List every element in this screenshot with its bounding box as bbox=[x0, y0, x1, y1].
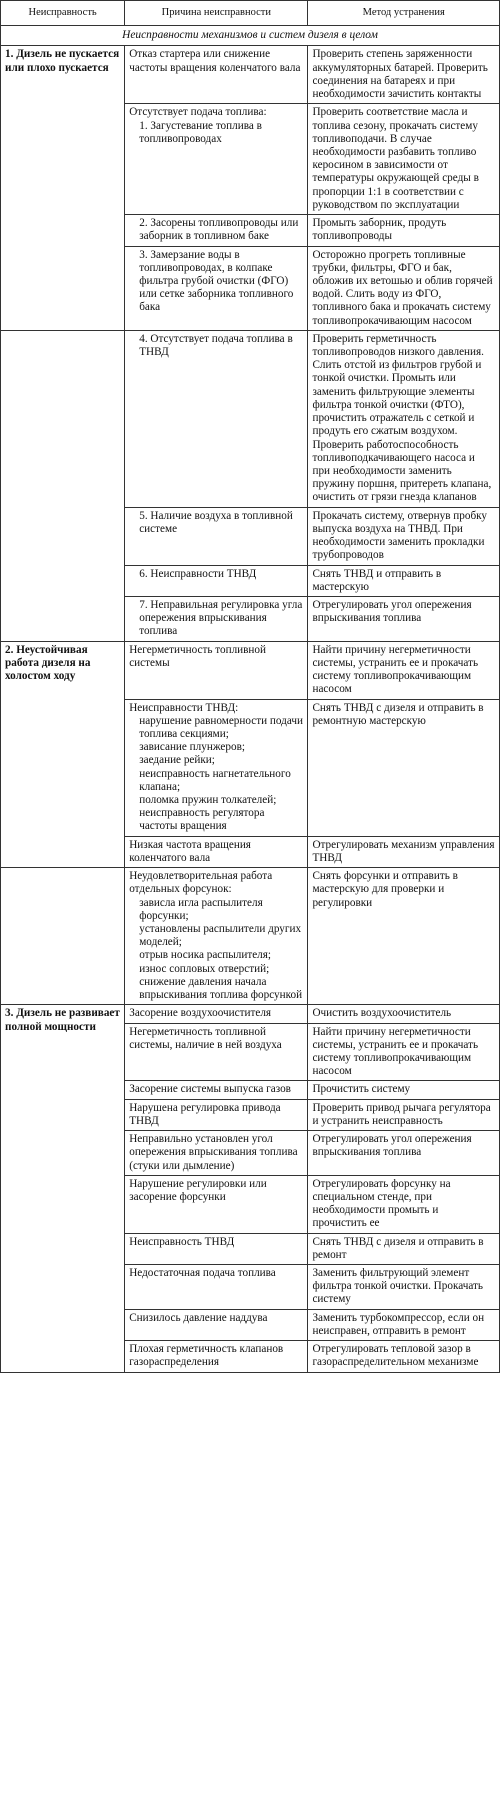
text-line: 4. Отсутствует подача топлива в ТНВД bbox=[139, 332, 293, 359]
text-line: 3. Замерзание воды в топливопроводах, в колпаке фильтра грубой очистки (ФГО) или сетке заборника топливного бака bbox=[139, 248, 294, 314]
cause-cell bbox=[125, 868, 308, 1005]
text-line: Снизилось давление наддува bbox=[129, 1311, 268, 1324]
cause-cell bbox=[125, 596, 308, 641]
fix-cell: Снять ТНВД с дизеля и отправить в ремонт bbox=[308, 1233, 500, 1264]
table-row bbox=[1, 330, 500, 507]
cause-cell bbox=[125, 1309, 308, 1340]
text-line: заедание рейки; bbox=[139, 754, 215, 767]
text-line: нарушение равномерности подачи топлива секциями; bbox=[139, 714, 303, 740]
header-cause: Причина неисправности bbox=[125, 1, 308, 26]
fix-cell: Осторожно прогреть топливные трубки, фильтры, ФГО и бак, обложив их ветошью и облив горячей водой. Слить воду из ФГО, топливного бака и прокачать систему топливопрокачивающим насосом bbox=[308, 246, 500, 330]
fix-cell: Снять форсунки и отправить в мастерскую для проверки и регулировки bbox=[308, 868, 500, 1005]
fix-cell: Заменить турбокомпрессор, если он неисправен, отправить в ремонт bbox=[308, 1309, 500, 1340]
cause-cell bbox=[125, 1023, 308, 1081]
fix-cell: Отрегулировать угол опережения впрыскивания топлива bbox=[308, 1131, 500, 1176]
text-line: Отсутствует подача топлива: bbox=[129, 106, 267, 119]
fix-cell: Проверить герметичность топливопроводов низкого давления. Слить отстой из фильтров грубой и тонкой очистки. Промыть или заменить фильтрующие элементы фильтра тонкой очистки (ФТО), прочистить отражатель с сеткой и продуть его сжатым воздухом. Проверить работоспособность топливоподкачивающего насоса и при необходимости заменить пружину поршня, притереть клапана, очистить от грязи гнезда клапанов bbox=[308, 330, 500, 507]
fix-cell: Очистить воздухоочиститель bbox=[308, 1005, 500, 1023]
cause-cell bbox=[125, 507, 308, 565]
cause-cell bbox=[125, 1341, 308, 1372]
table-row bbox=[1, 46, 500, 104]
text-line: зависание плунжеров; bbox=[139, 741, 245, 754]
text-line: Недостаточная подача топлива bbox=[129, 1267, 276, 1280]
fix-cell: Отрегулировать тепловой зазор в газораспределительном механизме bbox=[308, 1341, 500, 1372]
problem-cell bbox=[1, 330, 125, 641]
cause-cell bbox=[125, 246, 308, 330]
text-line: Негерметичность топливной системы bbox=[129, 643, 266, 669]
fix-cell: Проверить степень заряженности аккумуляторных батарей. Проверить соединения на батареях и при необходимости зачистить контакты bbox=[308, 46, 500, 104]
text-line: Неисправность ТНВД bbox=[129, 1235, 235, 1248]
cause-cell bbox=[125, 1265, 308, 1310]
cause-cell bbox=[125, 836, 308, 867]
fix-cell: Прокачать систему, отвернув пробку выпуска воздуха на ТНВД. При необходимости заменить прокладки трубопроводов bbox=[308, 507, 500, 565]
table-body bbox=[1, 26, 500, 1373]
text-line: 6. Неисправности ТНВД bbox=[139, 567, 257, 580]
problem-cell: 3. Дизель не развивает полной мощности bbox=[1, 1005, 125, 1372]
section-title: Неисправности механизмов и систем дизеля в целом bbox=[1, 26, 500, 46]
problem-cell bbox=[1, 868, 125, 1005]
table-row bbox=[1, 1005, 500, 1023]
text-line: Низкая частота вращения коленчатого вала bbox=[129, 838, 251, 864]
text-line: 7. Неправильная регулировка угла опережения впрыскивания топлива bbox=[139, 598, 303, 638]
cause-cell bbox=[125, 1175, 308, 1233]
table-row bbox=[1, 868, 500, 1005]
text-line: Нарушена регулировка привода ТНВД bbox=[129, 1101, 281, 1127]
fix-cell: Отрегулировать механизм управления ТНВД bbox=[308, 836, 500, 867]
problem-cell: 1. Дизель не пускается или плохо пускается bbox=[1, 46, 125, 330]
cause-cell bbox=[125, 104, 308, 215]
text-line: поломка пружин толкателей; bbox=[139, 794, 277, 807]
fix-cell: Промыть заборник, продуть топливопроводы bbox=[308, 215, 500, 246]
fix-cell: Заменить фильтрующий элемент фильтра тонкой очистки. Прокачать систему bbox=[308, 1265, 500, 1310]
fix-cell: Найти причину негерметичности системы, устранить ее и прокачать систему топливопрокачивающим насосом bbox=[308, 1023, 500, 1081]
cause-cell bbox=[125, 1099, 308, 1130]
cause-cell bbox=[125, 565, 308, 596]
fix-cell: Прочистить систему bbox=[308, 1081, 500, 1099]
text-line: Нарушение регулировки или засорение форсунки bbox=[129, 1177, 267, 1203]
header-problem: Неисправность bbox=[1, 1, 125, 26]
header-row bbox=[1, 1, 500, 26]
text-line: отрыв носика распылителя; bbox=[139, 949, 272, 962]
cause-cell bbox=[125, 1005, 308, 1023]
fix-cell: Снять ТНВД и отправить в мастерскую bbox=[308, 565, 500, 596]
text-line: Неправильно установлен угол опережения впрыскивания топлива (стуки или дымление) bbox=[129, 1133, 298, 1172]
header-fix: Метод устранения bbox=[308, 1, 500, 26]
text-line: 2. Засорены топливопроводы или заборник в топливном баке bbox=[139, 217, 299, 243]
cause-cell bbox=[125, 1131, 308, 1176]
text-line: Неисправности ТНВД: bbox=[129, 701, 239, 714]
text-line: Плохая герметичность клапанов газораспределения bbox=[129, 1343, 284, 1369]
text-line: неисправность нагнетательного клапана; bbox=[139, 767, 291, 793]
text-line: 1. Загустевание топлива в топливопроводах bbox=[139, 119, 262, 145]
text-line: Засорение воздухоочистителя bbox=[129, 1007, 272, 1020]
cause-cell bbox=[125, 330, 308, 507]
text-line: Отказ стартера или снижение частоты вращения коленчатого вала bbox=[129, 48, 301, 74]
cause-cell bbox=[125, 46, 308, 104]
fix-cell: Отрегулировать форсунку на специальном стенде, при необходимости промыть и прочистить ее bbox=[308, 1175, 500, 1233]
cause-cell bbox=[125, 1233, 308, 1264]
section-row bbox=[1, 26, 500, 46]
cause-cell bbox=[125, 641, 308, 699]
text-line: Засорение системы выпуска газов bbox=[129, 1083, 291, 1096]
cause-cell bbox=[125, 215, 308, 246]
fix-cell: Отрегулировать угол опережения впрыскивания топлива bbox=[308, 596, 500, 641]
problem-cell: 2. Неустойчивая работа дизеля на холостом ходу bbox=[1, 641, 125, 868]
fix-cell: Найти причину негерметичности системы, устранить ее и прокачать систему топливопрокачивающим насосом bbox=[308, 641, 500, 699]
text-line: износ сопловых отверстий; bbox=[139, 962, 270, 975]
text-line: установлены распылители других моделей; bbox=[139, 923, 302, 949]
text-line: 5. Наличие воздуха в топливной системе bbox=[139, 509, 293, 535]
cause-cell bbox=[125, 1081, 308, 1099]
text-line: зависла игла распылителя форсунки; bbox=[139, 896, 263, 922]
text-line: Неудовлетворительная работа отдельных форсунок: bbox=[129, 870, 273, 896]
table-row bbox=[1, 641, 500, 699]
text-line: снижение давления начала впрыскивания топлива форсункой bbox=[139, 975, 303, 1002]
fix-cell: Проверить соответствие масла и топлива сезону, прокачать систему топливоподачи. В случае необходимости разбавить топливо керосином в зависимости от температуры окружающей среды в пропорции 1:1 в соответствии с руководством по эксплуатации bbox=[308, 104, 500, 215]
text-line: Негерметичность топливной системы, наличие в ней воздуха bbox=[129, 1025, 282, 1051]
cause-cell bbox=[125, 699, 308, 836]
fix-cell: Проверить привод рычага регулятора и устранить неисправность bbox=[308, 1099, 500, 1130]
text-line: неисправность регулятора частоты вращения bbox=[139, 807, 265, 833]
fix-cell: Снять ТНВД с дизеля и отправить в ремонтную мастерскую bbox=[308, 699, 500, 836]
